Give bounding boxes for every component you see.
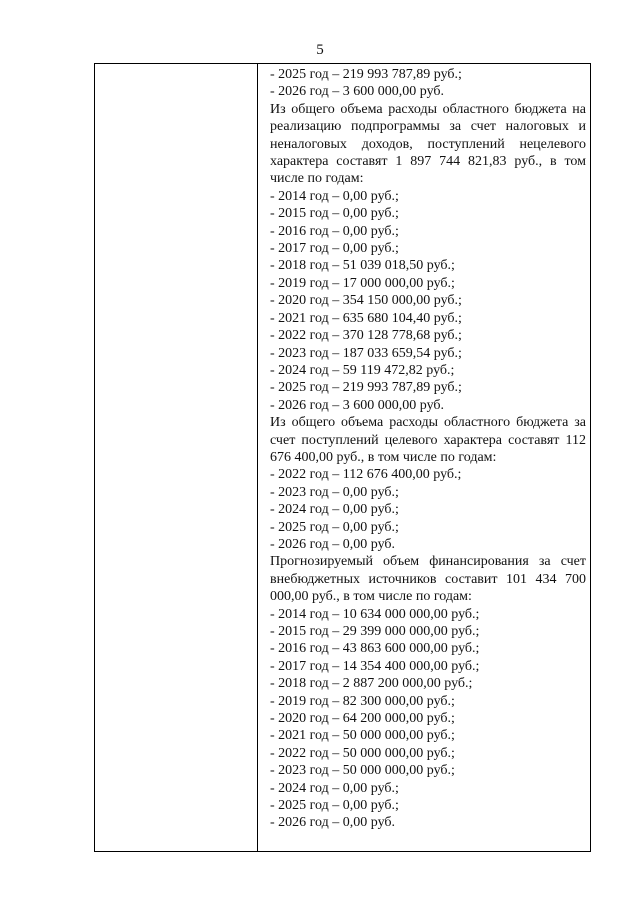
year-amount-line: - 2024 год – 0,00 руб.;	[270, 780, 399, 796]
year-amount-line: - 2025 год – 219 993 787,89 руб.;	[270, 380, 462, 396]
year-amount-line: - 2026 год – 3 600 000,00 руб.	[270, 84, 445, 100]
year-amount-line: - 2022 год – 370 128 778,68 руб.;	[270, 328, 462, 344]
year-amount-line: - 2014 год – 10 634 000 000,00 руб.;	[270, 606, 480, 622]
funding-paragraph: Прогнозируемый объем финансирования за счет внебюджетных источников составит 101 434 700 000,00 руб., в том числе по годам:	[270, 554, 586, 605]
year-amount-line: - 2019 год – 82 300 000,00 руб.;	[270, 693, 455, 709]
financing-table	[94, 63, 591, 852]
year-amount-line: - 2019 год – 17 000 000,00 руб.;	[270, 275, 455, 291]
year-amount-line: - 2024 год – 0,00 руб.;	[270, 502, 399, 518]
year-amount-line: - 2016 год – 43 863 600 000,00 руб.;	[270, 641, 480, 657]
year-amount-line: - 2025 год – 0,00 руб.;	[270, 519, 399, 535]
year-amount-line: - 2022 год – 112 676 400,00 руб.;	[270, 467, 462, 483]
year-amount-line: - 2022 год – 50 000 000,00 руб.;	[270, 745, 455, 761]
year-amount-line: - 2024 год – 59 119 472,82 руб.;	[270, 362, 455, 378]
year-amount-line: - 2015 год – 0,00 руб.;	[270, 206, 399, 222]
year-amount-line: - 2023 год – 187 033 659,54 руб.;	[270, 345, 462, 361]
year-amount-line: - 2023 год – 50 000 000,00 руб.;	[270, 763, 455, 779]
year-amount-line: - 2017 год – 0,00 руб.;	[270, 241, 399, 257]
funding-paragraph: Из общего объема расходы областного бюджета на реализацию подпрограммы за счет налоговых и неналоговых доходов, поступлений нецелевого характера составят 1 897 744 821,83 руб., в том числе по годам:	[270, 101, 586, 187]
year-amount-line: - 2020 год – 354 150 000,00 руб.;	[270, 293, 462, 309]
year-amount-line: - 2018 год – 51 039 018,50 руб.;	[270, 258, 455, 274]
column-divider	[257, 64, 258, 851]
year-amount-line: - 2025 год – 219 993 787,89 руб.;	[270, 67, 462, 82]
year-amount-line: - 2017 год – 14 354 400 000,00 руб.;	[270, 658, 480, 674]
funding-paragraph: Из общего объема расходы областного бюджета за счет поступлений целевого характера составят 112 676 400,00 руб., в том числе по годам:	[270, 415, 586, 465]
year-amount-line: - 2025 год – 0,00 руб.;	[270, 798, 399, 814]
year-amount-line: - 2023 год – 0,00 руб.;	[270, 484, 399, 500]
year-amount-line: - 2026 год – 3 600 000,00 руб.	[270, 397, 445, 413]
year-amount-line: - 2020 год – 64 200 000,00 руб.;	[270, 711, 455, 727]
year-amount-line: - 2026 год – 0,00 руб.	[270, 536, 396, 552]
page-number: 5	[316, 42, 324, 58]
year-amount-line: - 2015 год – 29 399 000 000,00 руб.;	[270, 624, 480, 639]
year-amount-line: - 2021 год – 635 680 104,40 руб.;	[270, 310, 462, 326]
year-amount-line: - 2018 год – 2 887 200 000,00 руб.;	[270, 676, 473, 692]
financing-details-cell	[270, 66, 586, 832]
year-amount-line: - 2016 год – 0,00 руб.;	[270, 223, 399, 239]
year-amount-line: - 2026 год – 0,00 руб.	[270, 815, 396, 831]
year-amount-line: - 2014 год – 0,00 руб.;	[270, 188, 399, 204]
year-amount-line: - 2021 год – 50 000 000,00 руб.;	[270, 728, 455, 744]
